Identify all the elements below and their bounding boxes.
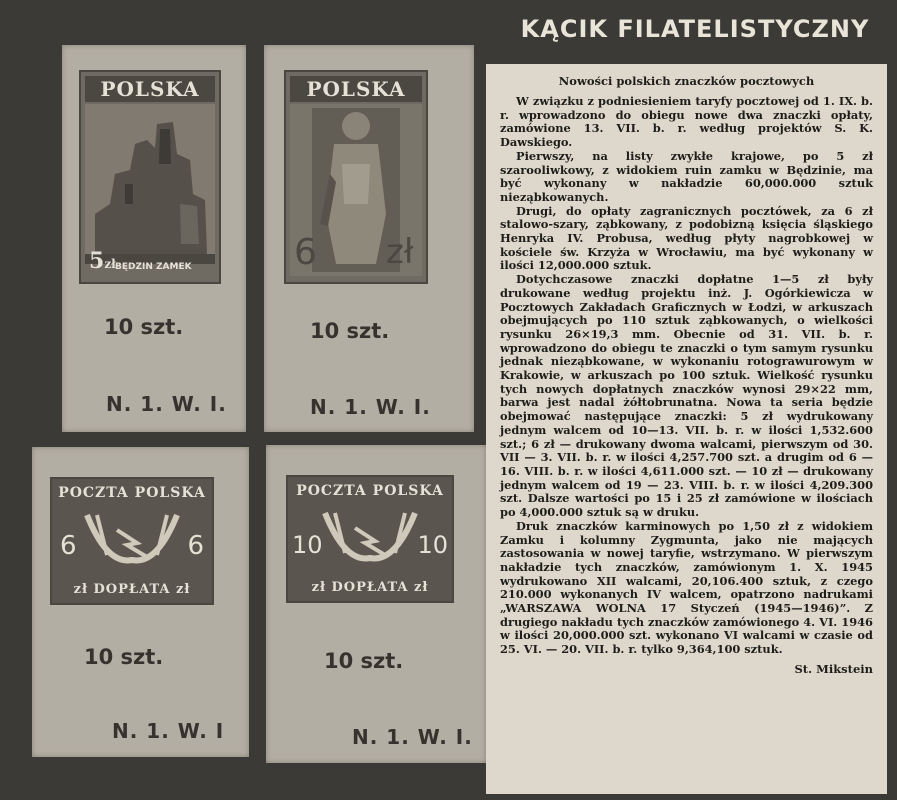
- stamp-value-right: zł: [386, 232, 414, 272]
- article-column: [486, 64, 887, 794]
- stamp-header: POCZTA POLSKA: [296, 483, 444, 499]
- stamp-value-right: 6: [187, 531, 204, 561]
- article-paragraph-4: Dotychczasowe znaczki dopłatne 1—5 zł były drukowane według projektu inż. J. Ogórkiewicza w Pocztowych Zakładach Graficznych w Łodzi, w arkuszach obejmujących po 110 sztuk ząbkowanych, o wielkości rysunku 26×19,3 mm. Obecnie od 31. VII. b. r. wprowadzono do obiegu te znaczki o tym samym rysunku jednak nieząbkowane, w wykonaniu rotograwurowym w Krakowie, w arkuszach po 100 sztuk. Wielkość rysunku tych nowych dopłatnych znaczków wynosi 29×22 mm, barwa jest nadal żółtobrunatna. Nowa ta seria będzie obejmować następujące znaczki: 5 zł wydrukowany jednym walcem od 10—13. VII. b. r. w ilości 1,532.600 szt.; 6 zł — drukowany dwoma walcami, pierwszym od 30. VII — 3. VII. b. r. w ilości 4,257.700 szt. a drugim od 6 — 16. VIII. b. r. w ilości 4,611.000 szt. — 10 zł — drukowany jednym walcem od 19 — 23. VIII. b. r. w ilości 4,209.300 szt. Dalsze wartości po 15 i 25 zł zamówione w ilościach po 4,000.000 sztuk są w druku.: [500, 272, 873, 520]
- stamp-doplata-6: [50, 477, 214, 605]
- stamp-value-left: 10: [292, 531, 323, 559]
- stamp-value-left: 6: [60, 531, 77, 561]
- quantity-label: 10 szt.: [310, 319, 390, 343]
- stamp-value-right: 10: [417, 531, 448, 559]
- stamp-header: POCZTA POLSKA: [58, 485, 206, 501]
- stamp-castle: [79, 70, 221, 284]
- stamp-country: POLSKA: [290, 76, 422, 102]
- stamp-henryk: [284, 70, 428, 284]
- article-paragraph-2: Pierwszy, na listy zwykłe krajowe, po 5 zł szarooliwkowy, z widokiem ruin zamku w Będzinie, ma być wykonany w nakładzie 60,000.000 sztuk nieząbkowanych.: [500, 148, 873, 204]
- article-signature: St. Mikstein: [794, 661, 873, 676]
- plate-number: N. 1. W. I.: [352, 725, 473, 749]
- stamp-sheet-doplata-10: [266, 445, 486, 763]
- quantity-label: 10 szt.: [84, 645, 164, 669]
- article-paragraph-1: W związku z podniesieniem taryfy pocztowej od 1. IX. b. r. wprowadzono do obiegu nowe dwa znaczki opłaty, zamówione 13. VII. b. r. według projektów S. K. Dawskiego.: [500, 94, 873, 150]
- quantity-label: 10 szt.: [324, 649, 404, 673]
- stamp-value-unit: zł: [104, 257, 116, 271]
- stamp-caption: BĘDZIN ZAMEK: [115, 262, 192, 272]
- posthorn-icon: [315, 503, 425, 573]
- stamp-sheet-castle: [62, 45, 246, 432]
- quantity-label: 10 szt.: [104, 315, 184, 339]
- castle-ruins-illustration: [85, 104, 215, 264]
- article-paragraph-3: Drugi, do opłaty zagranicznych pocztówek, za 6 zł stalowo-szary, ząbkowany, z podobizną księcia śląskiego Henryka IV. Probusa, według płyty nagrobkowej w kościele św. Krzyża w Wrocławiu, ma być wykonany w ilości 12,000.000 sztuk.: [500, 203, 873, 273]
- stamp-footer: zł DOPŁATA zł: [73, 582, 191, 597]
- posthorn-icon: [77, 505, 187, 575]
- plate-number: N. 1. W. I: [112, 719, 225, 743]
- stamp-country: POLSKA: [85, 76, 215, 102]
- stamp-doplata-10: [286, 475, 454, 603]
- column-title: KĄCIK FILATELISTYCZNY: [520, 15, 870, 43]
- stamp-footer: zł DOPŁATA zł: [311, 580, 429, 595]
- plate-number: N. 1. W. I.: [310, 395, 431, 419]
- stamp-value-number: 5: [89, 248, 105, 274]
- article-paragraph-5: Druk znaczków karminowych po 1,50 zł z widokiem Zamku i kolumny Zygmunta, jako nie mających zastosowania w nowej taryfie, wstrzymano. W pierwszym nakładzie tych znaczków, zamówionym 1. X. 1945 wydrukowano XII walcami, 20,106.400 sztuk, z czego 210.000 wykonanych IV walcem, opatrzono nadrukami „WARSZAWA WOLNA 17 Styczeń (1945—1946)”. Z drugiego nakładu tych znaczków zamówionego 4. VI. 1946 w ilości 20,000.000 szt. wykonano VI walcami w czasie od 25. VI. — 20. VII. b. r. tylko 9,364,100 sztuk.: [500, 518, 873, 657]
- plate-number: N. 1. W. I.: [106, 392, 227, 416]
- stamp-value-left: 6: [294, 232, 317, 273]
- stamp-value: [89, 248, 116, 274]
- stamp-sheet-doplata-6: [32, 447, 249, 757]
- article-title: Nowości polskich znaczków pocztowych: [558, 74, 815, 88]
- stamp-sheet-henryk: [264, 45, 474, 432]
